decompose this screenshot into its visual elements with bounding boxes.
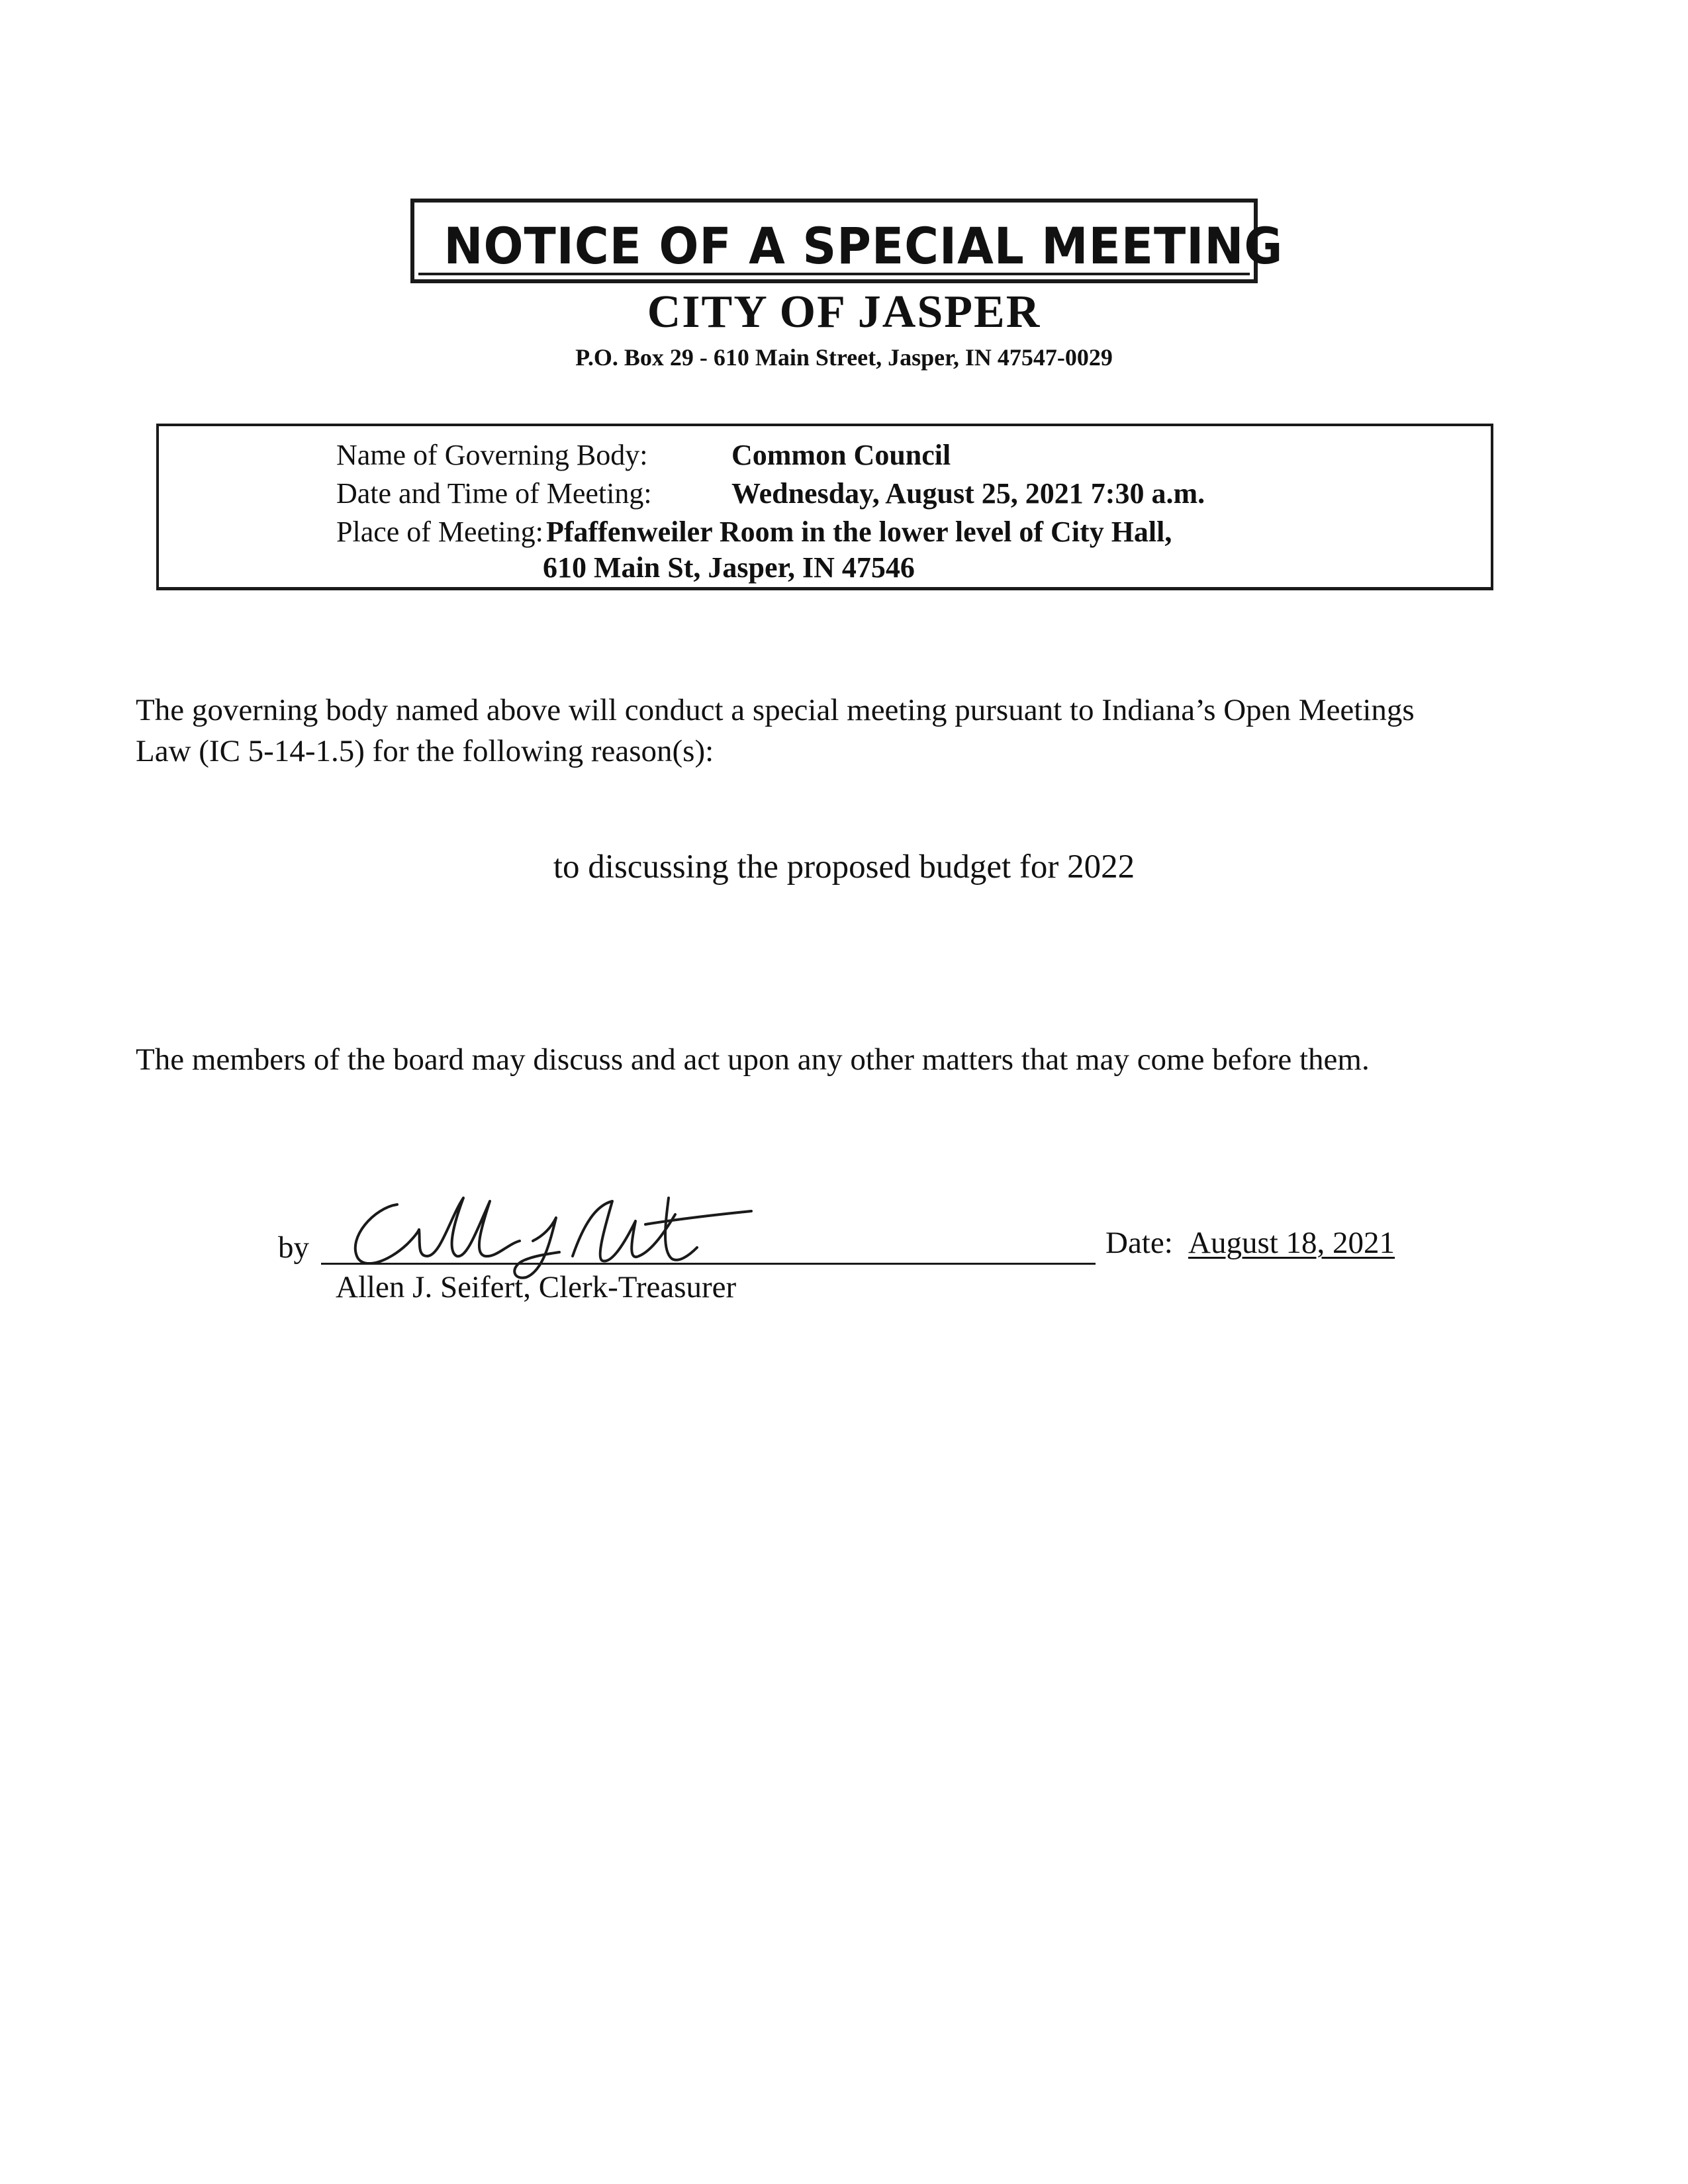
signer-name: Allen J. Seifert, Clerk-Treasurer (336, 1270, 737, 1304)
date-label: Date: (1105, 1226, 1173, 1260)
datetime-label: Date and Time of Meeting: (336, 477, 652, 510)
place-value-line2: 610 Main St, Jasper, IN 47546 (543, 551, 915, 584)
datetime-value: Wednesday, August 25, 2021 7:30 a.m. (731, 477, 1205, 510)
meeting-info-box (156, 424, 1493, 590)
intro-line-1: The governing body named above will conduct a special meeting pursuant to Indiana’s Open Meetings (136, 693, 1415, 727)
closing-statement: The members of the board may discuss and act upon any other matters that may come before them. (136, 1042, 1370, 1077)
date-value: August 18, 2021 (1188, 1226, 1395, 1260)
intro-paragraph (136, 690, 1526, 772)
intro-line-2: Law (IC 5-14-1.5) for the following reason(s): (136, 734, 714, 768)
by-label: by (278, 1230, 309, 1265)
notice-title-box (410, 199, 1284, 283)
place-value-line1: Pfaffenweiler Room in the lower level of City Hall, (546, 516, 1172, 548)
place-label: Place of Meeting: (336, 516, 543, 548)
governing-body-label: Name of Governing Body: (336, 439, 648, 471)
meeting-reason: to discussing the proposed budget for 2022 (553, 848, 1135, 886)
city-address: P.O. Box 29 - 610 Main Street, Jasper, IN 47547-0029 (575, 344, 1113, 371)
governing-body-value: Common Council (731, 439, 951, 471)
city-name: CITY OF JASPER (647, 287, 1041, 338)
notice-title: NOTICE OF A SPECIAL MEETING (444, 216, 1284, 275)
